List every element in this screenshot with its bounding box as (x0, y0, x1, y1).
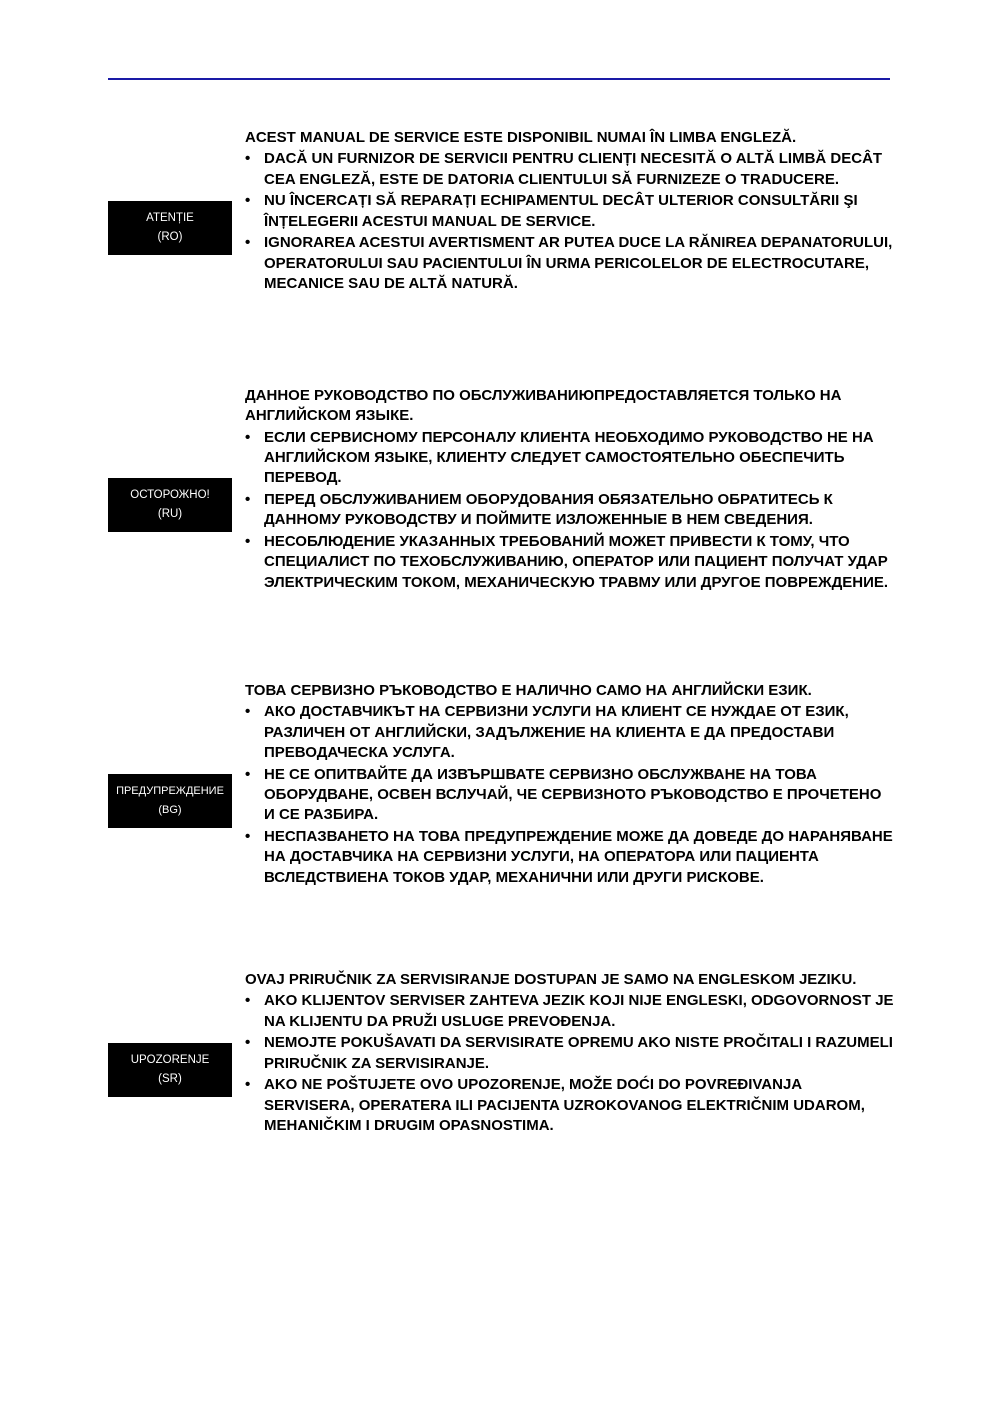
warning-label-title: UPOZORENJE (130, 1054, 210, 1066)
warning-bullet-list (245, 428, 895, 593)
warning-bullet: • NEMOJTE POKUŠAVATI DA SERVISIRATE OPREMU AKO NISTE PROČITALI I RAZUMELI PRIRUČNIK ZA SERVISIRANJE. (245, 1033, 895, 1074)
warning-label-language: (SR) (158, 1073, 182, 1085)
warning-label-ro (108, 201, 232, 255)
warning-label-sr (108, 1043, 232, 1097)
warning-label-language: (BG) (158, 804, 182, 816)
warning-label-title: ОСТОРОЖНО! (130, 489, 210, 501)
warning-bullet: • AKO KLIJENTOV SERVISER ZAHTEVA JEZIK KOJI NIJE ENGLESKI, ODGOVORNOST JE NA KLIJENTU DA PRUŽI USLUGE PREVOĐENJA. (245, 991, 895, 1032)
warning-intro: ДАННОЕ РУКОВОДСТВО ПО ОБСЛУЖИВАНИЮПРЕДОСТАВЛЯЕТСЯ ТОЛЬКО НА АНГЛИЙСКОМ ЯЗЫКЕ. (245, 387, 842, 425)
warning-bullet: • ЕСЛИ СЕРВИСНОМУ ПЕРСОНАЛУ КЛИЕНТА НЕОБХОДИМО РУКОВОДСТВО НЕ НА АНГЛИЙСКОМ ЯЗЫКЕ, КЛИЕНТУ СЛЕДУЕТ САМОСТОЯТЕЛЬНО ОБЕСПЕЧИТЬ ПЕРЕВОД. (245, 428, 895, 489)
warning-bullet-list (245, 702, 895, 888)
warning-bullet: • IGNORAREA ACESTUI AVERTISMENT AR PUTEA DUCE LA RĂNIREA DEPANATORULUI, OPERATORULUI SAU PACIENTULUI ÎN URMA PERICOLELOR DE ELECTROCUTARE, MECANICE SAU DE ALTĂ NATURĂ. (245, 233, 895, 294)
warning-label-language: (RU) (157, 508, 183, 520)
warning-intro: ACEST MANUAL DE SERVICE ESTE DISPONIBIL NUMAI ÎN LIMBA ENGLEZĂ. (245, 129, 797, 146)
warning-bullet: • АКО ДОСТАВЧИКЪТ НА СЕРВИЗНИ УСЛУГИ НА КЛИЕНТ СЕ НУЖДАЕ ОТ ЕЗИК, РАЗЛИЧЕН ОТ АНГЛИЙСКИ, ЗАДЪЛЖЕНИЕ НА КЛИЕНТА Е ДА ПРЕДОСТАВИ ПРЕВОДАЧЕСКА УСЛУГА. (245, 702, 895, 763)
warning-bullet-list (245, 149, 895, 294)
warning-intro: ТОВА СЕРВИЗНО РЪКОВОДСТВО Е НАЛИЧНО САМО НА АНГЛИЙСКИ ЕЗИК. (245, 682, 812, 699)
header-rule (108, 78, 890, 80)
warning-intro: OVAJ PRIRUČNIK ZA SERVISIRANJE DOSTUPAN JE SAMO NA ENGLESKOM JEZIKU. (245, 971, 857, 988)
warning-bullet: • НЕСОБЛЮДЕНИЕ УКАЗАННЫХ ТРЕБОВАНИЙ МОЖЕТ ПРИВЕСТИ К ТОМУ, ЧТО СПЕЦИАЛИСТ ПО ТЕХОБСЛУЖИВАНИЮ, ОПЕРАТОР ИЛИ ПАЦИЕНТ ПОЛУЧАТ УДАР ЭЛЕКТРИЧЕСКИМ ТОКОМ, МЕХАНИЧЕСКУЮ ТРАВМУ ИЛИ ДРУГОЕ ПОВРЕЖДЕНИЕ. (245, 532, 895, 593)
warning-label-ru (108, 478, 232, 532)
warning-content-sr (245, 970, 895, 1138)
warning-label-language: (RO) (157, 231, 183, 243)
warning-bullet: • NU ÎNCERCAȚI SĂ REPARAȚI ECHIPAMENTUL DECÂT ULTERIOR CONSULTĂRII ŞI ÎNȚELEGERII ACESTUI MANUAL DE SERVICE. (245, 191, 895, 232)
warning-bullet: • ПЕРЕД ОБСЛУЖИВАНИЕМ ОБОРУДОВАНИЯ ОБЯЗАТЕЛЬНО ОБРАТИТЕСЬ К ДАННОМУ РУКОВОДСТВУ И ПОЙМИТЕ ИЗЛОЖЕННЫЕ В НЕМ СВЕДЕНИЯ. (245, 490, 895, 531)
warning-bullet: • НЕСПАЗВАНЕТО НА ТОВА ПРЕДУПРЕЖДЕНИЕ МОЖЕ ДА ДОВЕДЕ ДО НАРАНЯВАНЕ НА ДОСТАВЧИКА НА СЕРВИЗНИ УСЛУГИ, НА ОПЕРАТОРА ИЛИ ПАЦИЕНТА ВСЛЕДСТВИЕНА ТОКОВ УДАР, МЕХАНИЧНИ ИЛИ ДРУГИ РИСКОВЕ. (245, 827, 895, 888)
warning-label-title: ПРЕДУПРЕЖДЕНИЕ (116, 785, 224, 797)
warning-bullet: • НЕ СЕ ОПИТВАЙТЕ ДА ИЗВЪРШВАТЕ СЕРВИЗНО ОБСЛУЖВАНЕ НА ТОВА ОБОРУДВАНЕ, ОСВЕН ВСЛУЧАЙ, ЧЕ СЕРВИЗНОТО РЪКОВОДСТВО Е ПРОЧЕТЕНО И СЕ РАЗБИРА. (245, 765, 895, 826)
warning-content-ru (245, 386, 895, 594)
warning-bullet: • DACĂ UN FURNIZOR DE SERVICII PENTRU CLIENȚI NECESITĂ O ALTĂ LIMBĂ DECÂT CEA ENGLEZĂ, ESTE DE DATORIA CLIENTULUI SĂ FURNIZEZE O TRADUCERE. (245, 149, 895, 190)
warning-content-bg (245, 681, 895, 889)
warning-bullet: • AKO NE POŠTUJETE OVO UPOZORENJE, MOŽE DOĆI DO POVREĐIVANJA SERVISERA, OPERATERA ILI PACIJENTA UZROKOVANOG ELEKTRIČNIM UDAROM, MEHANIČKIM I DRUGIM OPASNOSTIMA. (245, 1075, 895, 1136)
warning-label-title: ATENȚIE (146, 212, 194, 224)
warning-label-bg (108, 774, 232, 828)
warning-bullet-list (245, 991, 895, 1136)
warning-content-ro (245, 128, 895, 296)
